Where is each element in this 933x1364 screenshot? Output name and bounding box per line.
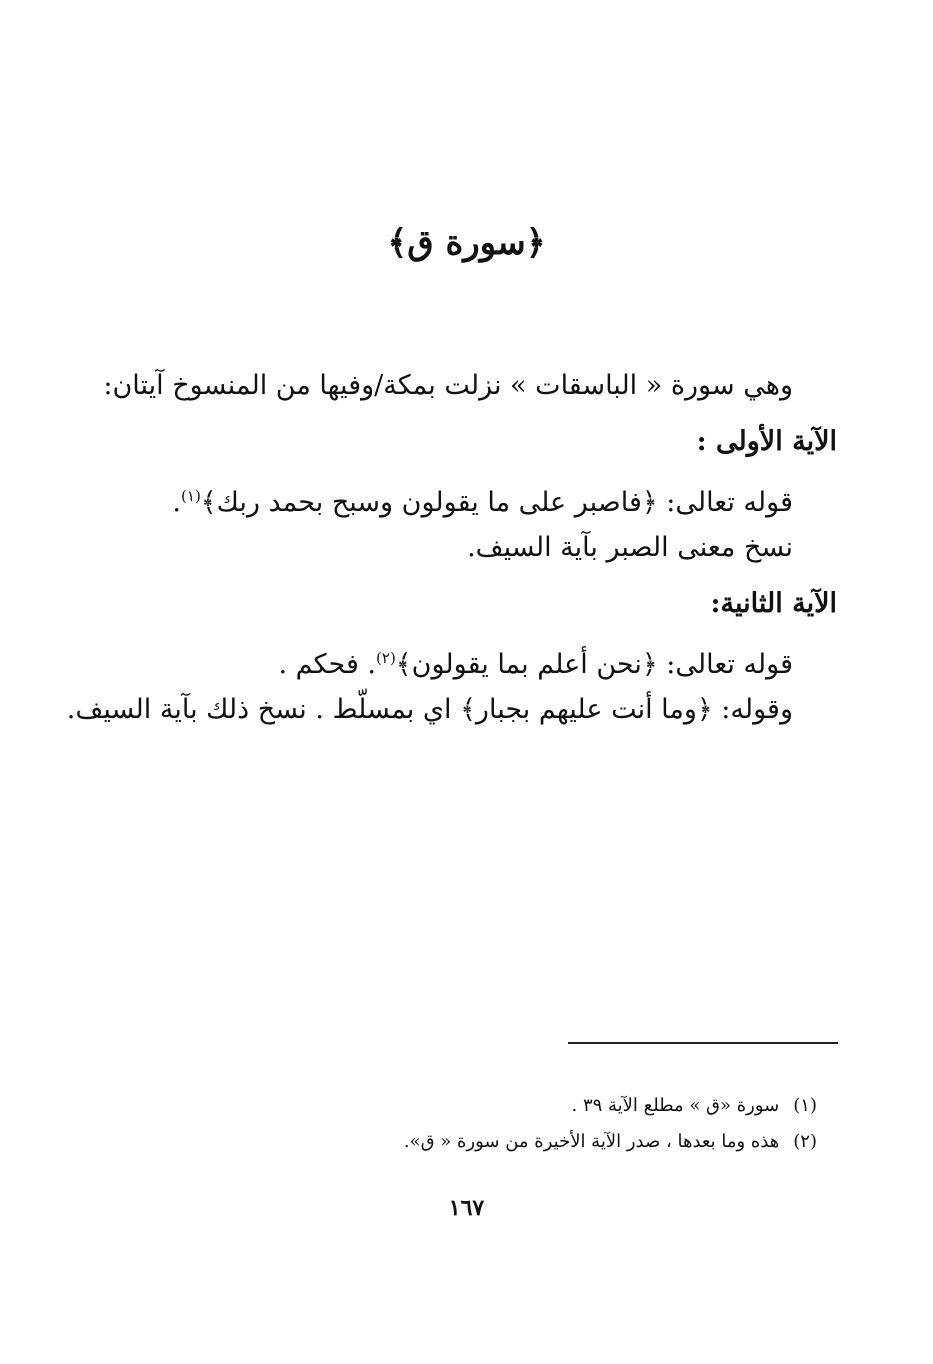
footnote-2-text: هذه وما بعدها ، صدر الآية الأخيرة من سورة « ق».: [403, 1131, 780, 1152]
second-verse-quote-end: . فحكم .: [278, 649, 377, 680]
footnote-ref-1: (١): [181, 487, 201, 505]
first-verse-quote: [172, 476, 793, 523]
footnote-ref-2: (٢): [376, 649, 396, 667]
footnote-1-text: سورة «ق » مطلع الآية ٣٩ .: [571, 1095, 780, 1116]
footnote-1: [571, 1092, 817, 1120]
footnote-1-number: (١): [793, 1095, 817, 1116]
second-verse-quote: [278, 638, 793, 685]
footnote-2: [404, 1128, 817, 1156]
first-verse-heading: الآية الأولى :: [696, 426, 837, 457]
intro-line: وهي سورة « الباسقات » نزلت بمكة/وفيها من المنسوخ آيتان:: [103, 370, 793, 401]
surah-title: ﴿سورة ق﴾: [387, 223, 546, 263]
first-verse-note: نسخ معنى الصبر بآية السيف.: [467, 532, 793, 563]
second-verse-heading: الآية الثانية:: [710, 588, 837, 619]
footnote-2-number: (٢): [793, 1131, 817, 1152]
first-verse-quote-end: .: [172, 487, 182, 518]
first-verse-quote-text: قوله تعالى: ﴿فاصبر على ما يقولون وسبح بحمد ربك﴾: [200, 487, 793, 518]
footnote-divider: [568, 1042, 838, 1044]
second-verse-note: وقوله: ﴿وما أنت عليهم بجبار﴾ اي بمسلّط . نسخ ذلك بآية السيف.: [66, 694, 793, 725]
page-number: ١٦٧: [448, 1195, 485, 1221]
second-verse-quote-text: قوله تعالى: ﴿نحن أعلم بما يقولون﴾: [395, 649, 793, 680]
